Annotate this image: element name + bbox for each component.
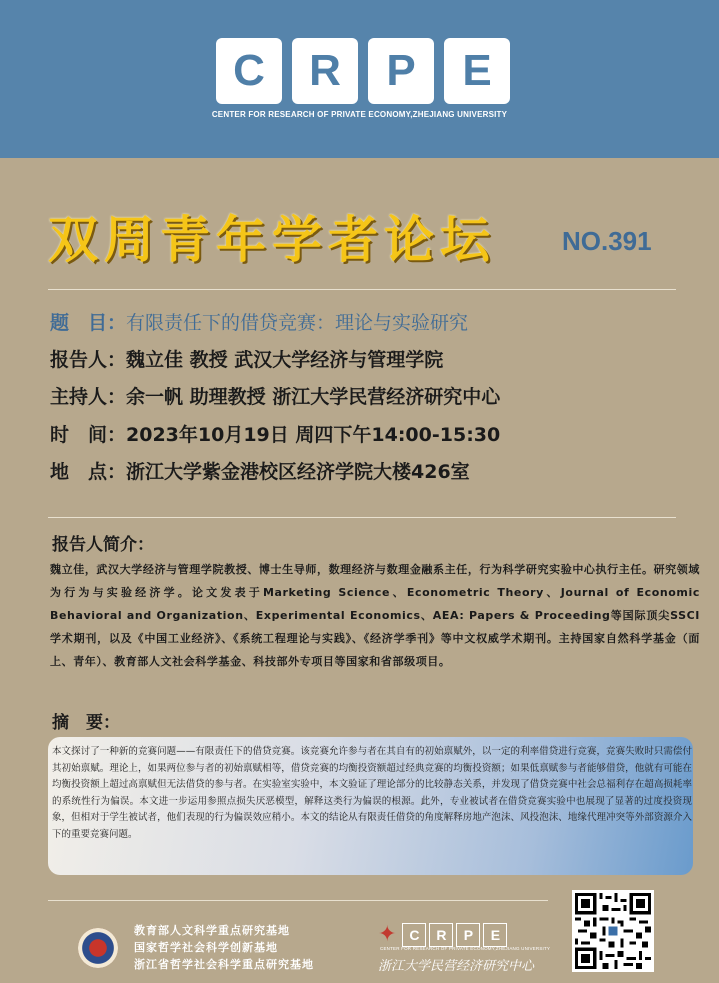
abstract-text: 本文探讨了一种新的竞赛问题——有限责任下的借贷竞赛。该竞赛允许参与者在其自有的初始禀赋外，以一定的利率借贷进行竞赛，竞赛失败时只需偿付其初始禀赋。理论上，如果两位参与者的初始禀赋相等，借贷竞赛的均衡投资额超过经典竞赛的均衡投资额；如果低禀赋参与者能够借贷，他就有可能在均衡投资额上超过高禀赋但无法借贷的参与者。在实验室实验中，本文验证了理论部分的比较静态关系，并发现了借贷竞赛中社会总福利存在超高损耗率的系统性行为偏误。本文进一步运用参照点损失厌恶模型，解释这类行为偏误的根源。此外，专业被试者在借贷竞赛实验中也展现了显著的过度投资现象，但相对于学生被试者，他们表现的行为偏误效应稍小。本文的结论从有限责任借贷的角度解释房地产泡沫、风投泡沫、地缘代理冲突等外部资源介入下的重要竞赛问题。 — [52, 746, 692, 840]
base-line-1: 教育部人文科学重点研究基地 — [134, 924, 290, 937]
info-speaker-label: 报告人： — [50, 349, 127, 371]
info-topic — [50, 308, 468, 335]
info-speaker — [50, 345, 443, 372]
logo-letter-r: R — [292, 38, 358, 104]
divider-middle — [48, 517, 676, 518]
info-location-label: 地 点： — [50, 461, 127, 483]
footer-letter-p: P — [456, 923, 480, 947]
info-topic-label: 题 目： — [50, 312, 127, 334]
base-line-3: 浙江省哲学社会科学重点研究基地 — [134, 958, 314, 971]
footer-letter-r: R — [429, 923, 453, 947]
footer-logo-subtitle: CENTER FOR RESEARCH OF PRIVATE ECONOMY,ZHEJIANG UNIVERSITY — [380, 946, 551, 951]
footer-letter-e: E — [483, 923, 507, 947]
info-host — [50, 382, 500, 409]
qr-code-icon[interactable] — [572, 890, 654, 972]
info-location — [50, 457, 470, 484]
logo-letter-c: C — [216, 38, 282, 104]
info-time — [50, 420, 500, 447]
footer-logo-chinese: 浙江大学民营经济研究中心 — [378, 959, 535, 974]
logo-letter-p: P — [368, 38, 434, 104]
bio-text: 魏立佳，武汉大学经济与管理学院教授、博士生导师，数理经济与数理金融系主任，行为科学研究实验中心执行主任。研究领域为行为与实验经济学。论文发表于Marketing Science、Econometric Theory、Journal of Economic Behavioral and Organization、Experimental Economics、AEA: Papers & Proceeding等国际顶尖SSCI学术期刊，以及《中国工业经济》、《系统工程理论与实践》、《经济学季刊》等中文权威学术期刊。主持国家自然科学基金（面上、青年）、教育部人文社会科学基金、科技部外专项目等国家和省部级项目。 — [50, 563, 700, 668]
bio-heading: 报告人简介： — [52, 535, 154, 555]
divider-footer — [48, 900, 548, 901]
forum-title: 双周青年学者论坛 — [48, 211, 496, 269]
info-time-value: 2023年10月19日 周四下午14:00-15:30 — [126, 424, 501, 446]
crpe-logo — [216, 38, 510, 104]
abstract-heading: 摘 要： — [52, 713, 120, 733]
divider-top — [48, 289, 676, 290]
crpe-footer-logo — [378, 922, 507, 947]
info-topic-value: 有限责任下的借贷竞赛：理论与实验研究 — [126, 312, 469, 334]
header-banner — [0, 0, 719, 158]
logo-subtitle: CENTER FOR RESEARCH OF PRIVATE ECONOMY,ZHEJIANG UNIVERSITY — [211, 110, 508, 119]
info-time-label: 时 间： — [50, 424, 127, 446]
issue-number: NO.391 — [562, 226, 652, 256]
info-host-value: 余一帆 助理教授 浙江大学民营经济研究中心 — [126, 386, 501, 408]
ministry-seal-icon — [78, 928, 118, 968]
crpe-mark-icon: ✦ — [378, 922, 397, 947]
info-speaker-value: 魏立佳 教授 武汉大学经济与管理学院 — [126, 349, 444, 371]
info-host-label: 主持人： — [50, 386, 127, 408]
info-location-value: 浙江大学紫金港校区经济学院大楼426室 — [126, 461, 470, 483]
logo-letter-e: E — [444, 38, 510, 104]
base-line-2: 国家哲学社会科学创新基地 — [134, 941, 278, 954]
footer-letter-c: C — [402, 923, 426, 947]
